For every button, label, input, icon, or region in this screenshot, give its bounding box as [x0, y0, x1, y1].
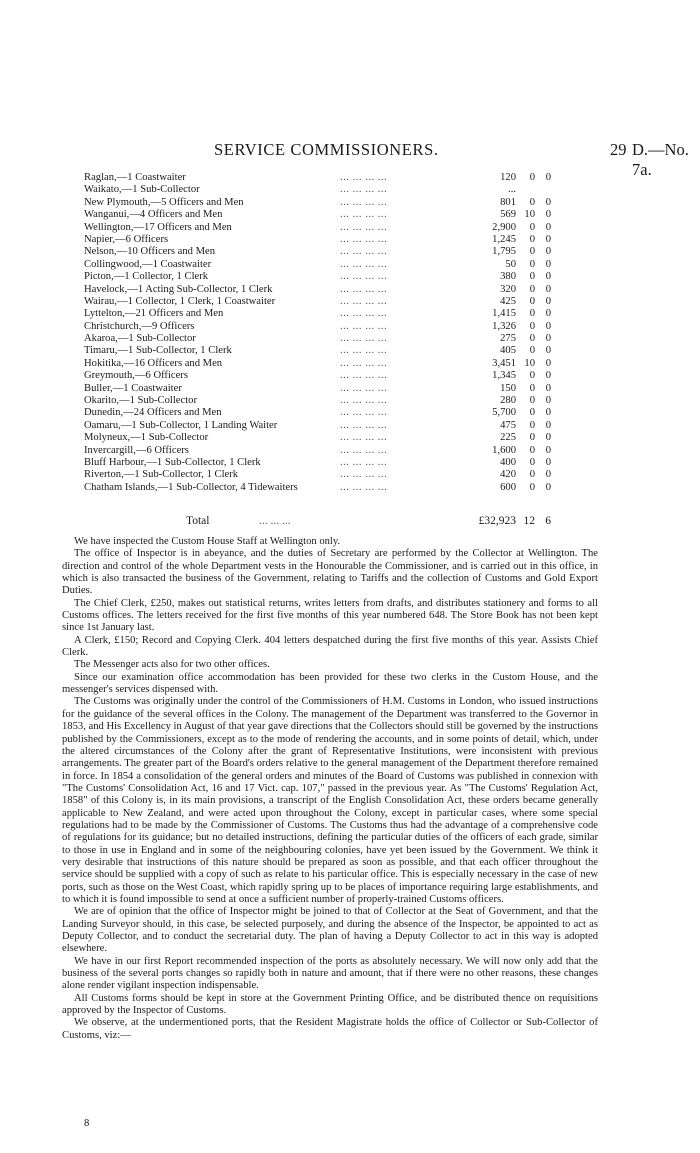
amount-shillings: 0: [529, 382, 535, 394]
port-name: Lyttelton,—21 Officers and Men: [84, 308, 224, 320]
leader-dots: ... ... ... ...: [340, 196, 388, 208]
document-reference: D.—No. 7a.: [632, 140, 689, 179]
table-row: [84, 333, 584, 345]
table-row: [84, 469, 584, 481]
port-name: Napier,—6 Officers: [84, 233, 169, 245]
amount-pounds: 405: [500, 345, 516, 357]
amount-shillings: 0: [529, 370, 535, 382]
table-row: [84, 482, 584, 494]
amount-pence: 0: [545, 320, 551, 332]
leader-dots: ... ... ... ...: [340, 184, 388, 196]
port-name: Molyneux,—1 Sub-Collector: [84, 432, 209, 444]
leader-dots: ... ... ... ...: [340, 320, 388, 332]
running-title: SERVICE COMMISSIONERS.: [214, 140, 439, 159]
amount-pounds: 280: [500, 395, 516, 407]
port-name: Christchurch,—9 Officers: [84, 320, 195, 332]
table-row: [84, 420, 584, 432]
table-row: [84, 271, 584, 283]
amount-shillings: 0: [529, 221, 535, 233]
table-row: [84, 284, 584, 296]
leader-dots: ... ... ... ...: [340, 357, 388, 369]
paragraph: The Messenger acts also for two other offices.: [74, 659, 270, 671]
amount-pounds: ...: [508, 184, 516, 196]
amount-pence: 0: [545, 258, 551, 270]
table-row: [84, 308, 584, 320]
paragraph: Since our examination office accommodation has been provided for these two clerks in the Custom House, and the messenger's services dispensed with.: [62, 671, 598, 696]
amount-pence: 0: [545, 233, 551, 245]
table-row: [84, 246, 584, 258]
amount-pounds: 425: [500, 295, 516, 307]
table-row: [84, 345, 584, 357]
leader-dots: ... ... ... ...: [340, 233, 388, 245]
page-number: 29: [610, 140, 627, 159]
table-row: [84, 197, 584, 209]
amount-pounds: 400: [500, 456, 516, 468]
leader-dots: ... ... ... ...: [340, 382, 388, 394]
table-row: [84, 383, 584, 395]
amount-shillings: 0: [529, 283, 535, 295]
amount-shillings: 0: [529, 258, 535, 270]
table-row: [84, 234, 584, 246]
amount-pence: 0: [545, 333, 551, 345]
amount-shillings: 0: [529, 295, 535, 307]
amount-pence: 0: [545, 246, 551, 258]
amount-shillings: 0: [529, 345, 535, 357]
amount-shillings: 0: [529, 172, 535, 183]
leader-dots: ... ... ...: [259, 515, 291, 527]
port-name: Bluff Harbour,—1 Sub-Collector, 1 Clerk: [84, 456, 261, 468]
amount-pounds: 120: [500, 172, 516, 183]
amount-pounds: 2,900: [492, 221, 516, 233]
port-name: Greymouth,—6 Officers: [84, 370, 188, 382]
leader-dots: ... ... ... ...: [340, 407, 388, 419]
amount-shillings: 0: [529, 233, 535, 245]
total-pence: 6: [545, 515, 551, 527]
port-name: Hokitika,—16 Officers and Men: [84, 357, 223, 369]
table-row: [84, 209, 584, 221]
amount-pence: 0: [545, 370, 551, 382]
amount-shillings: 0: [529, 333, 535, 345]
amount-pence: 0: [545, 345, 551, 357]
amount-pence: 0: [545, 308, 551, 320]
amount-pence: 0: [545, 357, 551, 369]
leader-dots: ... ... ... ...: [340, 283, 388, 295]
amount-pence: 0: [545, 295, 551, 307]
table-row: [84, 222, 584, 234]
port-name: Timaru,—1 Sub-Collector, 1 Clerk: [84, 345, 232, 357]
leader-dots: ... ... ... ...: [340, 209, 388, 221]
amount-pounds: 600: [500, 481, 516, 493]
leader-dots: ... ... ... ...: [340, 395, 388, 407]
table-row: [84, 358, 584, 370]
amount-pounds: 569: [500, 209, 516, 221]
paragraph: We observe, at the undermentioned ports, that the Resident Magistrate holds the office of Collector or Sub-Collector of Customs, viz:—: [62, 1017, 598, 1041]
amount-pounds: 1,795: [492, 246, 516, 258]
amount-shillings: 0: [529, 432, 535, 444]
amount-shillings: 0: [529, 456, 535, 468]
amount-shillings: 0: [529, 395, 535, 407]
amount-pounds: 1,600: [492, 444, 516, 456]
port-name: Nelson,—10 Officers and Men: [84, 246, 216, 258]
amount-pounds: 150: [500, 382, 516, 394]
amount-pence: 0: [545, 221, 551, 233]
port-name: Invercargill,—6 Officers: [84, 444, 189, 456]
total-shillings: 12: [523, 515, 535, 527]
port-name: Wanganui,—4 Officers and Men: [84, 209, 223, 221]
leader-dots: ... ... ... ...: [340, 481, 388, 493]
amount-pence: 0: [545, 432, 551, 444]
amount-pounds: 225: [500, 432, 516, 444]
sheet-number: 8: [84, 1118, 90, 1129]
amount-pence: 0: [545, 407, 551, 419]
total-label: Total: [186, 515, 210, 527]
amount-shillings: 0: [529, 481, 535, 493]
table-row: [84, 259, 584, 271]
amount-shillings: 10: [524, 357, 535, 369]
leader-dots: ... ... ... ...: [340, 295, 388, 307]
port-name: Waikato,—1 Sub-Collector: [84, 184, 200, 196]
leader-dots: ... ... ... ...: [340, 444, 388, 456]
amount-pounds: 1,326: [492, 320, 516, 332]
amount-shillings: 0: [529, 196, 535, 208]
table-row: [84, 321, 584, 333]
total-pounds: £32,923: [478, 515, 516, 527]
leader-dots: ... ... ... ...: [340, 221, 388, 233]
amount-shillings: 0: [529, 246, 535, 258]
port-name: Picton,—1 Collector, 1 Clerk: [84, 271, 209, 283]
table-row: [84, 445, 584, 457]
amount-pounds: 420: [500, 469, 516, 481]
amount-shillings: 0: [529, 320, 535, 332]
amount-pounds: 1,345: [492, 370, 516, 382]
leader-dots: ... ... ... ...: [340, 370, 388, 382]
table-row: [84, 432, 584, 444]
amount-pounds: 275: [500, 333, 516, 345]
amount-pence: 0: [545, 456, 551, 468]
paragraph: A Clerk, £150; Record and Copying Clerk. 404 letters despatched during the first five months of this year. Assists Chief Clerk.: [62, 634, 598, 659]
amount-pounds: 1,245: [492, 233, 516, 245]
port-name: Chatham Islands,—1 Sub-Collector, 4 Tidewaiters: [84, 481, 298, 493]
port-name: Dunedin,—24 Officers and Men: [84, 407, 222, 419]
amount-pence: 0: [545, 382, 551, 394]
leader-dots: ... ... ... ...: [340, 308, 388, 320]
amount-pence: 0: [545, 444, 551, 456]
leader-dots: ... ... ... ...: [340, 271, 388, 283]
amount-pence: 0: [545, 283, 551, 295]
amount-pounds: 50: [505, 258, 516, 270]
port-name: Wairau,—1 Collector, 1 Clerk, 1 Coastwaiter: [84, 295, 276, 307]
amount-pence: 0: [545, 172, 551, 183]
amount-pence: 0: [545, 481, 551, 493]
table-row: [84, 395, 584, 407]
amount-pence: 0: [545, 209, 551, 221]
amount-shillings: 0: [529, 271, 535, 283]
amount-shillings: 0: [529, 444, 535, 456]
port-name: Wellington,—17 Officers and Men: [84, 221, 232, 233]
paragraph: The Chief Clerk, £250, makes out statistical returns, writes letters from drafts, and distributes stationery and forms to all Customs offices. The letters received for the first five months of this year numbered 648. The Store Book has not been kept since 1st January last.: [62, 597, 598, 634]
leader-dots: ... ... ... ...: [340, 333, 388, 345]
paragraph: The office of Inspector is in abeyance, and the duties of Secretary are performed by the Collector at Wellington. The direction and control of the whole Department vests in the Honourable the Commissioner, and is carried out in this office, in which is also transacted the business of the Government, relating to Tariffs and the collection of Customs and Gold Export Duties.: [62, 548, 598, 597]
table-row: [84, 370, 584, 382]
table-row: [84, 172, 584, 184]
amount-pounds: 1,415: [492, 308, 516, 320]
leader-dots: ... ... ... ...: [340, 432, 388, 444]
amount-pounds: 5,700: [492, 407, 516, 419]
leader-dots: ... ... ... ...: [340, 345, 388, 357]
amount-pounds: 3,451: [492, 357, 516, 369]
leader-dots: ... ... ... ...: [340, 258, 388, 270]
leader-dots: ... ... ... ...: [340, 246, 388, 258]
port-name: Akaroa,—1 Sub-Collector: [84, 333, 196, 345]
amount-pence: 0: [545, 196, 551, 208]
amount-shillings: 0: [529, 469, 535, 481]
paragraph: We are of opinion that the office of Inspector might be joined to that of Collector at the Seat of Government, and that the Landing Surveyor should, in this case, be selected purposely, and during the absence of the Inspector, be appointed to act as Deputy Collector, and to conduct the secretarial duty. The plan of having a Deputy Collector to act in this way is adopted elsewhere.: [62, 906, 598, 955]
amount-shillings: 0: [529, 419, 535, 431]
amount-pounds: 801: [500, 196, 516, 208]
customs-staff-table: [84, 172, 584, 494]
leader-dots: ... ... ... ...: [340, 469, 388, 481]
table-row: [84, 184, 584, 196]
amount-pence: 0: [545, 271, 551, 283]
leader-dots: ... ... ... ...: [340, 172, 388, 183]
amount-pounds: 320: [500, 283, 516, 295]
port-name: Buller,—1 Coastwaiter: [84, 382, 182, 394]
leader-dots: ... ... ... ...: [340, 456, 388, 468]
port-name: New Plymouth,—5 Officers and Men: [84, 196, 244, 208]
port-name: Oamaru,—1 Sub-Collector, 1 Landing Waiter: [84, 419, 278, 431]
report-body: [62, 536, 598, 1042]
total-row: [84, 514, 584, 528]
table-row: [84, 407, 584, 419]
amount-shillings: 0: [529, 407, 535, 419]
table-row: [84, 296, 584, 308]
port-name: Havelock,—1 Acting Sub-Collector, 1 Clerk: [84, 283, 273, 295]
port-name: Okarito,—1 Sub-Collector: [84, 395, 197, 407]
paragraph: We have inspected the Custom House Staff at Wellington only.: [74, 536, 341, 547]
paragraph: All Customs forms should be kept in store at the Government Printing Office, and be distributed thence on requisitions approved by the Inspector of Customs.: [62, 992, 598, 1017]
port-name: Collingwood,—1 Coastwaiter: [84, 258, 212, 270]
amount-pence: 0: [545, 419, 551, 431]
paragraph: The Customs was originally under the control of the Commissioners of H.M. Customs in London, who issued instructions for the guidance of the several offices in the Colony. The management of the Department was transferred to the Governor in 1853, and His Excellency in August of that year gave directions that the Collectors should still be governed by the instructions published by the Commissioners, except as to the mode of rendering the accounts, and in some points of detail, which, under the altered circumstances of the Colony after the grant of Representative Institutions, were inconsistent with previous arrangements. The greater part of the Board's orders relative to the general management of the Department therefore remained in force. In 1854 a consolidation of the general orders and minutes of the Board of Customs was published in connexion with "The Customs' Consolidation Act, 16 and 17 Vict. cap. 107," passed in the previous year. As "The Customs' Regulation Act, 1858" of this Colony is, in its main provisions, a transcript of the English Consolidation Act, these orders became generally applicable to New Zealand, and were acted upon throughout the Colony, except in particular cases, where some special regulations had to be made by the Commissioner of Customs. The Customs thus had the advantage of a comprehensive code of regulations for its guidance; but no detailed instructions, defining the particular duties of the officers of each grade, similar to those in use in England and in some of the neighbouring colonies, have yet been issued by the Government. We think it very desirable that instructions of this nature should be prepared as soon as possible, and that each officer throughout the service should be supplied with a copy of such as relate to his particular office. This is especially necessary in the case of new ports, such as those on the West Coast, which rapidly spring up to be places of importance requiring large establishments, and to which it is found impossible to send at once a sufficient number of properly-trained Customs officers.: [62, 696, 598, 905]
amount-shillings: 10: [524, 209, 535, 221]
amount-pence: 0: [545, 395, 551, 407]
paragraph: We have in our first Report recommended inspection of the ports as absolutely necessary. We will now only add that the business of the several ports changes so rapidly both in nature and amount, that if there were no other reasons, these changes alone render vigilant inspection indispensable.: [62, 955, 598, 992]
amount-shillings: 0: [529, 308, 535, 320]
amount-pence: 0: [545, 469, 551, 481]
amount-pounds: 475: [500, 419, 516, 431]
leader-dots: ... ... ... ...: [340, 419, 388, 431]
port-name: Raglan,—1 Coastwaiter: [84, 172, 186, 183]
table-row: [84, 457, 584, 469]
amount-pounds: 380: [500, 271, 516, 283]
port-name: Riverton,—1 Sub-Collector, 1 Clerk: [84, 469, 239, 481]
